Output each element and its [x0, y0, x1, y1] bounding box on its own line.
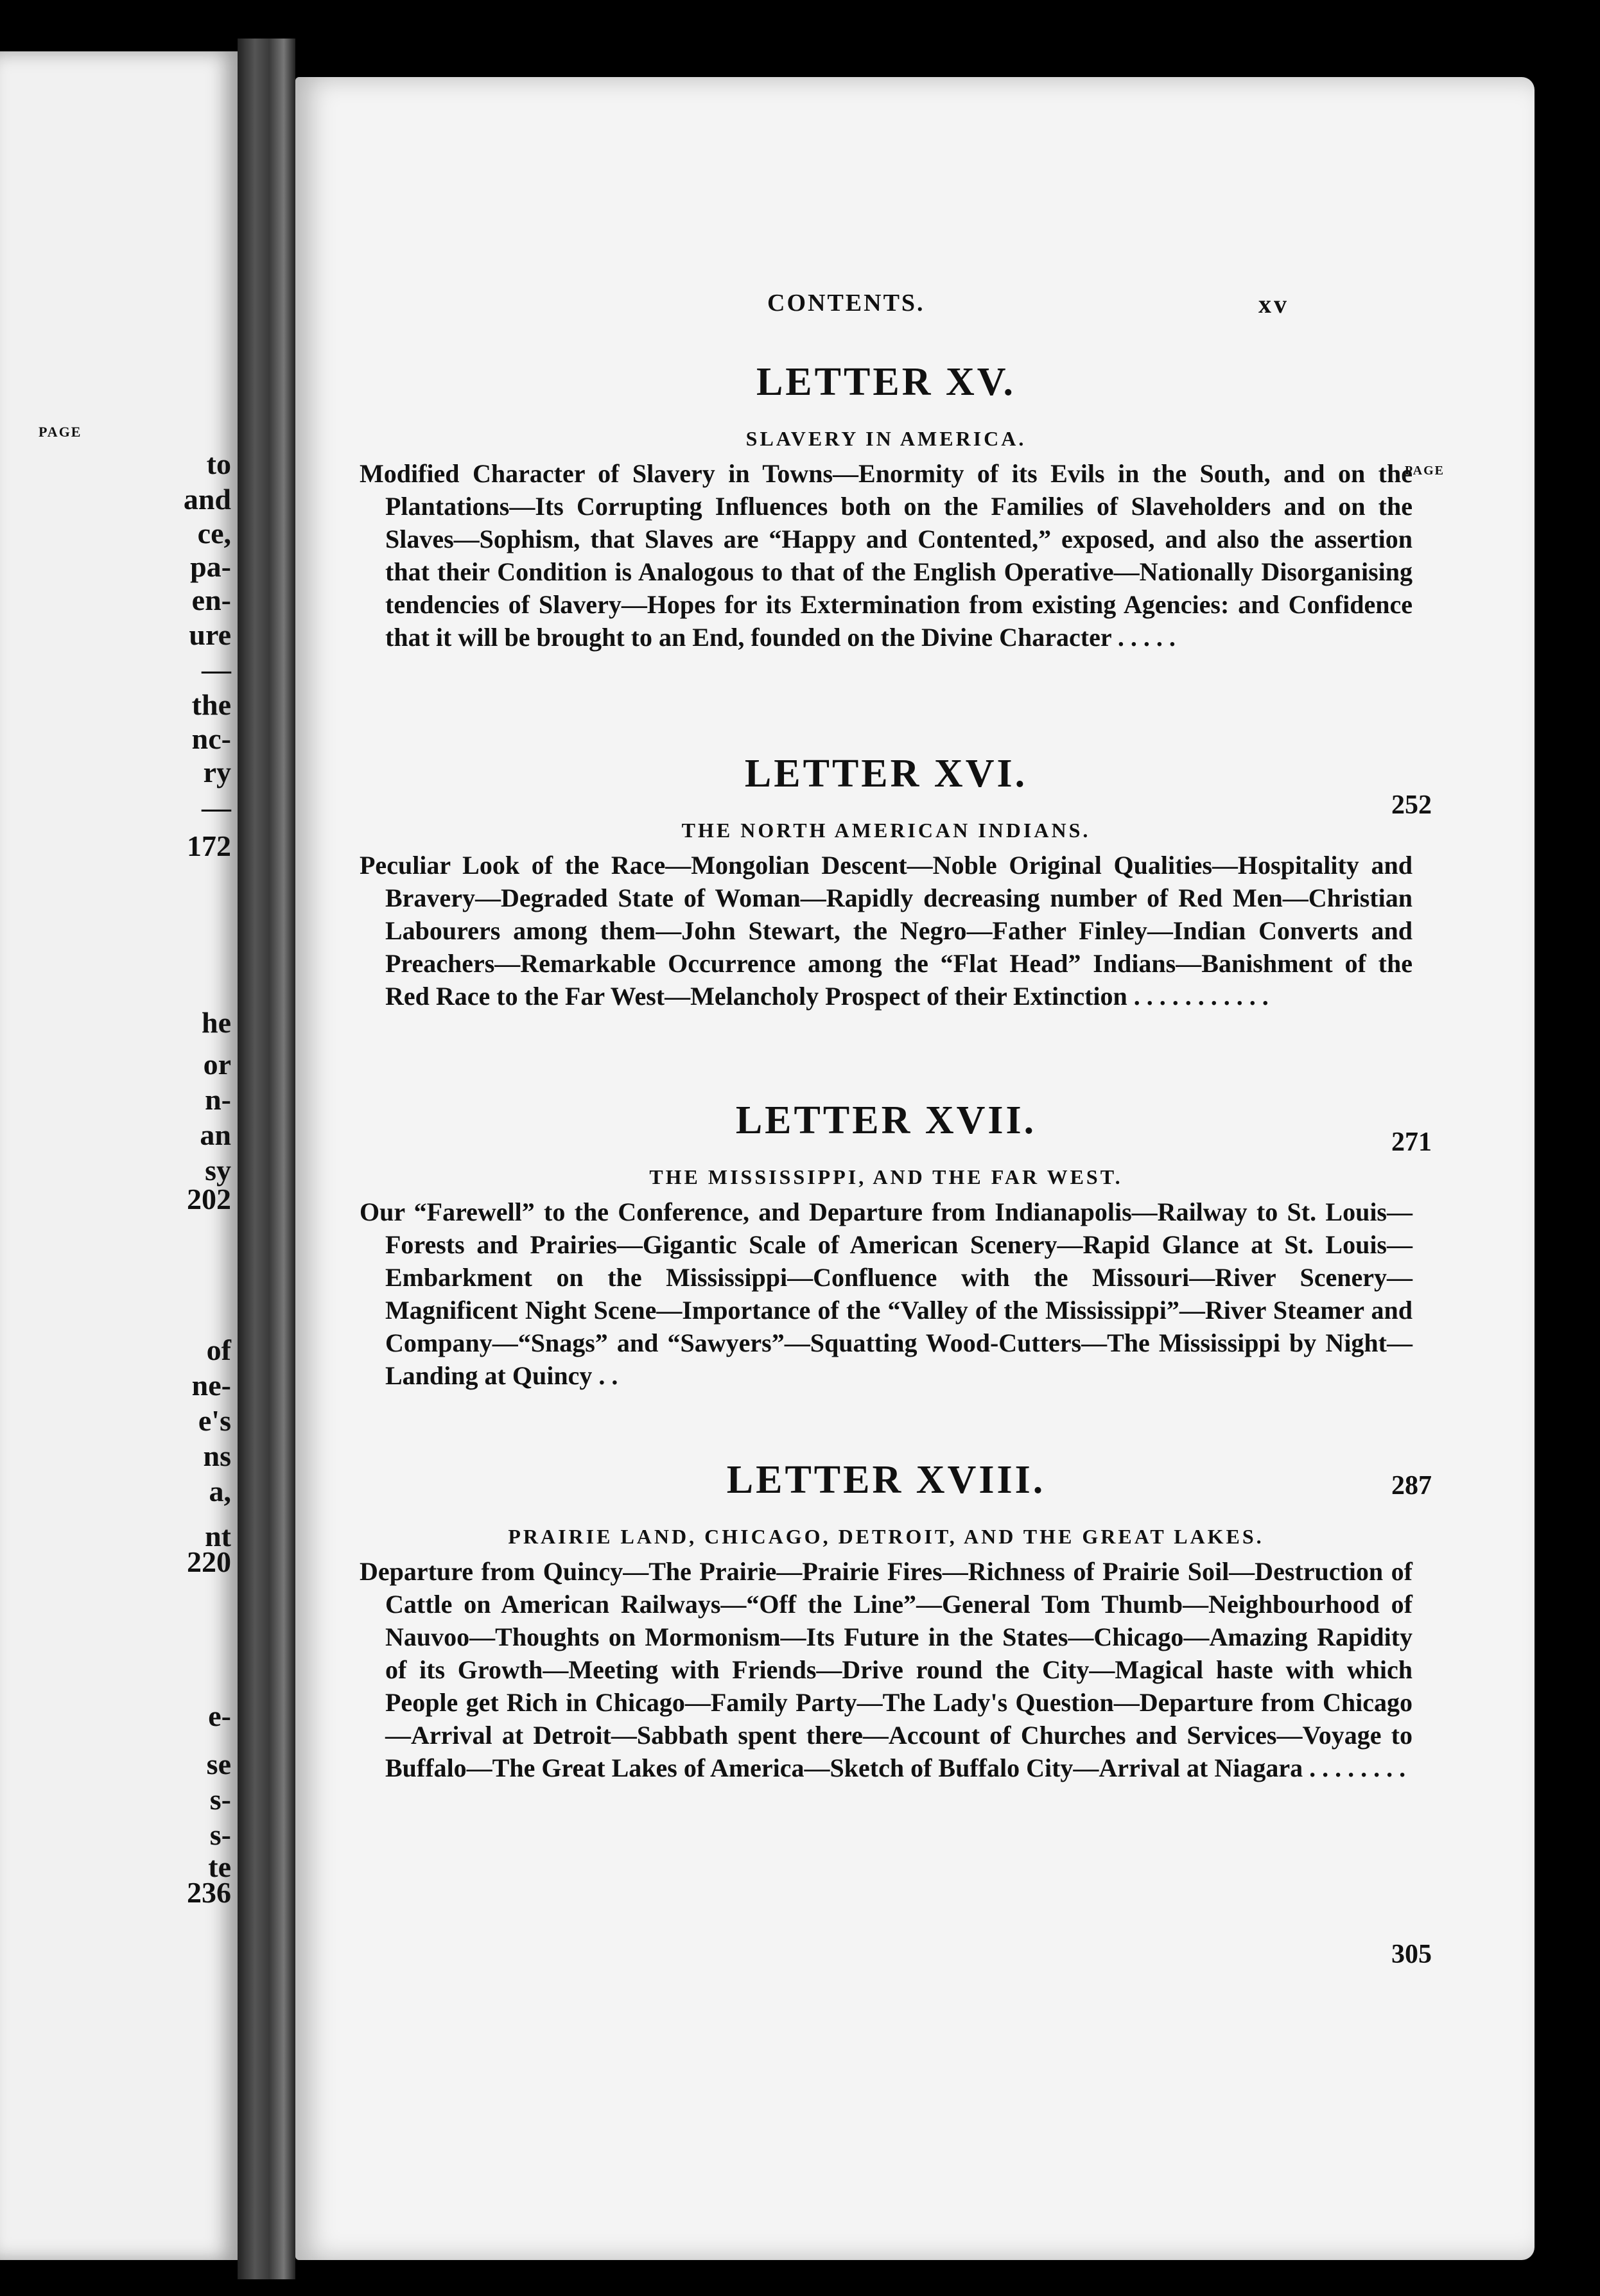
left-fragment: n-: [205, 1083, 231, 1116]
left-fragment: ce,: [197, 517, 231, 550]
running-title: CONTENTS.: [767, 290, 925, 317]
left-fragment: e-: [208, 1700, 231, 1732]
letter-summary: Peculiar Look of the Race—Mongolian Descent—Noble Original Qualities—Hospitality and Bravery—Degraded State of Woman—Rapidly decreasing number of Red Men—Christian Labourers among them—John Stewart, the Negro—Father Finley—Indian Converts and Preachers—Remarkable Occurrence among the “Flat Head” Indians—Banishment of the Red Race to the Far West—Melancholy Prospect of their Extinction . . . . . . . . . . .: [360, 851, 1413, 1011]
left-fragment: e's: [198, 1404, 231, 1437]
letter-subtitle: THE NORTH AMERICAN INDIANS.: [681, 819, 1091, 842]
left-fragment: ns: [203, 1439, 231, 1472]
left-fragment: nc-: [191, 722, 231, 755]
left-page-number: 220: [187, 1545, 231, 1578]
left-page-number: 202: [187, 1183, 231, 1215]
left-page-number: 236: [187, 1876, 231, 1909]
letter-subtitle: PRAIRIE LAND, CHICAGO, DETROIT, AND THE GREAT LAKES.: [508, 1525, 1264, 1548]
letter-subtitle: SLAVERY IN AMERICA.: [745, 427, 1027, 450]
page-column-label: PAGE: [1404, 464, 1445, 478]
left-fragment: ure: [189, 618, 231, 651]
page-reference: 271: [1391, 1127, 1432, 1157]
left-fragment: ne-: [191, 1369, 231, 1402]
letter-title: LETTER XVIII.: [726, 1458, 1046, 1502]
right-page: [295, 77, 1535, 2260]
running-page-number: xv: [1258, 290, 1289, 318]
left-fragment: of: [206, 1334, 231, 1366]
letter-subtitle: THE MISSISSIPPI, AND THE FAR WEST.: [649, 1165, 1123, 1188]
letter-summary: Departure from Quincy—The Prairie—Prairie Fires—Richness of Prairie Soil—Destruction of Cattle on American Railways—“Off the Line”—General Tom Thumb—Neighbourhood of Nauvoo—Thoughts on Mormonism—Its Future in the States—Chicago—Amazing Rapidity of its Growth—Meeting with Friends—Drive round the City—Magical haste with which People get Rich in Chicago—Family Party—The Lady's Question—Departure from Chicago—Arrival at Detroit—Sabbath spent there—Account of Churches and Services—Voyage to Buffalo—The Great Lakes of America—Sketch of Buffalo City—Arrival at Niagara . . . . . . . .: [360, 1557, 1413, 1782]
left-facing-page: [0, 51, 238, 2260]
page-reference: 305: [1391, 1940, 1432, 1969]
left-fragment: and: [183, 483, 231, 516]
left-fragment: s-: [209, 1783, 231, 1816]
left-fragment: pa-: [190, 550, 231, 583]
running-head: [295, 289, 1535, 327]
letter-title: LETTER XVII.: [735, 1099, 1037, 1142]
left-fragment: a,: [209, 1475, 231, 1508]
letter-title: LETTER XVI.: [744, 752, 1028, 796]
left-fragment: te: [208, 1850, 231, 1883]
left-fragment: —: [202, 653, 231, 686]
left-fragment: en-: [191, 584, 231, 616]
letter-section: [360, 1457, 1432, 1969]
letter-summary: Modified Character of Slavery in Towns—Enormity of its Evils in the South, and on the Plantations—Its Corrupting Influences both on the Families of Slaveholders and on the Slaves—Sophism, that Slaves are “Happy and Contented,” exposed, and also the assertion that their Condition is Analogous to that of the English Operative—Nationally Disorganising tendencies of Slavery—Hopes for its Extermination from existing Agencies: and Confidence that it will be brought to an End, founded on the Divine Character . . . . .: [360, 459, 1413, 652]
left-page-number: 172: [187, 830, 231, 862]
left-fragment: —: [202, 791, 231, 824]
left-fragment: s-: [209, 1818, 231, 1851]
page-reference: 287: [1391, 1471, 1432, 1500]
left-fragment: or: [203, 1048, 231, 1081]
letter-summary: Our “Farewell” to the Conference, and Departure from Indianapolis—Railway to St. Louis—Forests and Prairies—Gigantic Scale of American Scenery—Rapid Glance at St. Louis—Embarkment on the Mississippi—Confluence with the Missouri—River Scenery—Magnificent Night Scene—Importance of the “Valley of the Mississippi”—River Steamer and Company—“Snags” and “Sawyers”—Squatting Wood-Cutters—The Mississippi by Night—Landing at Quincy . .: [360, 1197, 1413, 1390]
left-fragment: se: [206, 1748, 231, 1780]
left-fragment: to: [206, 448, 231, 480]
left-page-label: PAGE: [39, 424, 82, 440]
left-fragment: nt: [205, 1520, 231, 1552]
book-gutter: [238, 39, 295, 2279]
left-fragment: an: [200, 1118, 231, 1151]
page-reference: 252: [1391, 790, 1432, 820]
left-fragment: sy: [205, 1154, 231, 1187]
left-fragment: he: [202, 1006, 231, 1039]
letter-title: LETTER XV.: [756, 360, 1016, 404]
left-fragment: the: [191, 688, 231, 721]
left-fragment: ry: [203, 756, 231, 788]
